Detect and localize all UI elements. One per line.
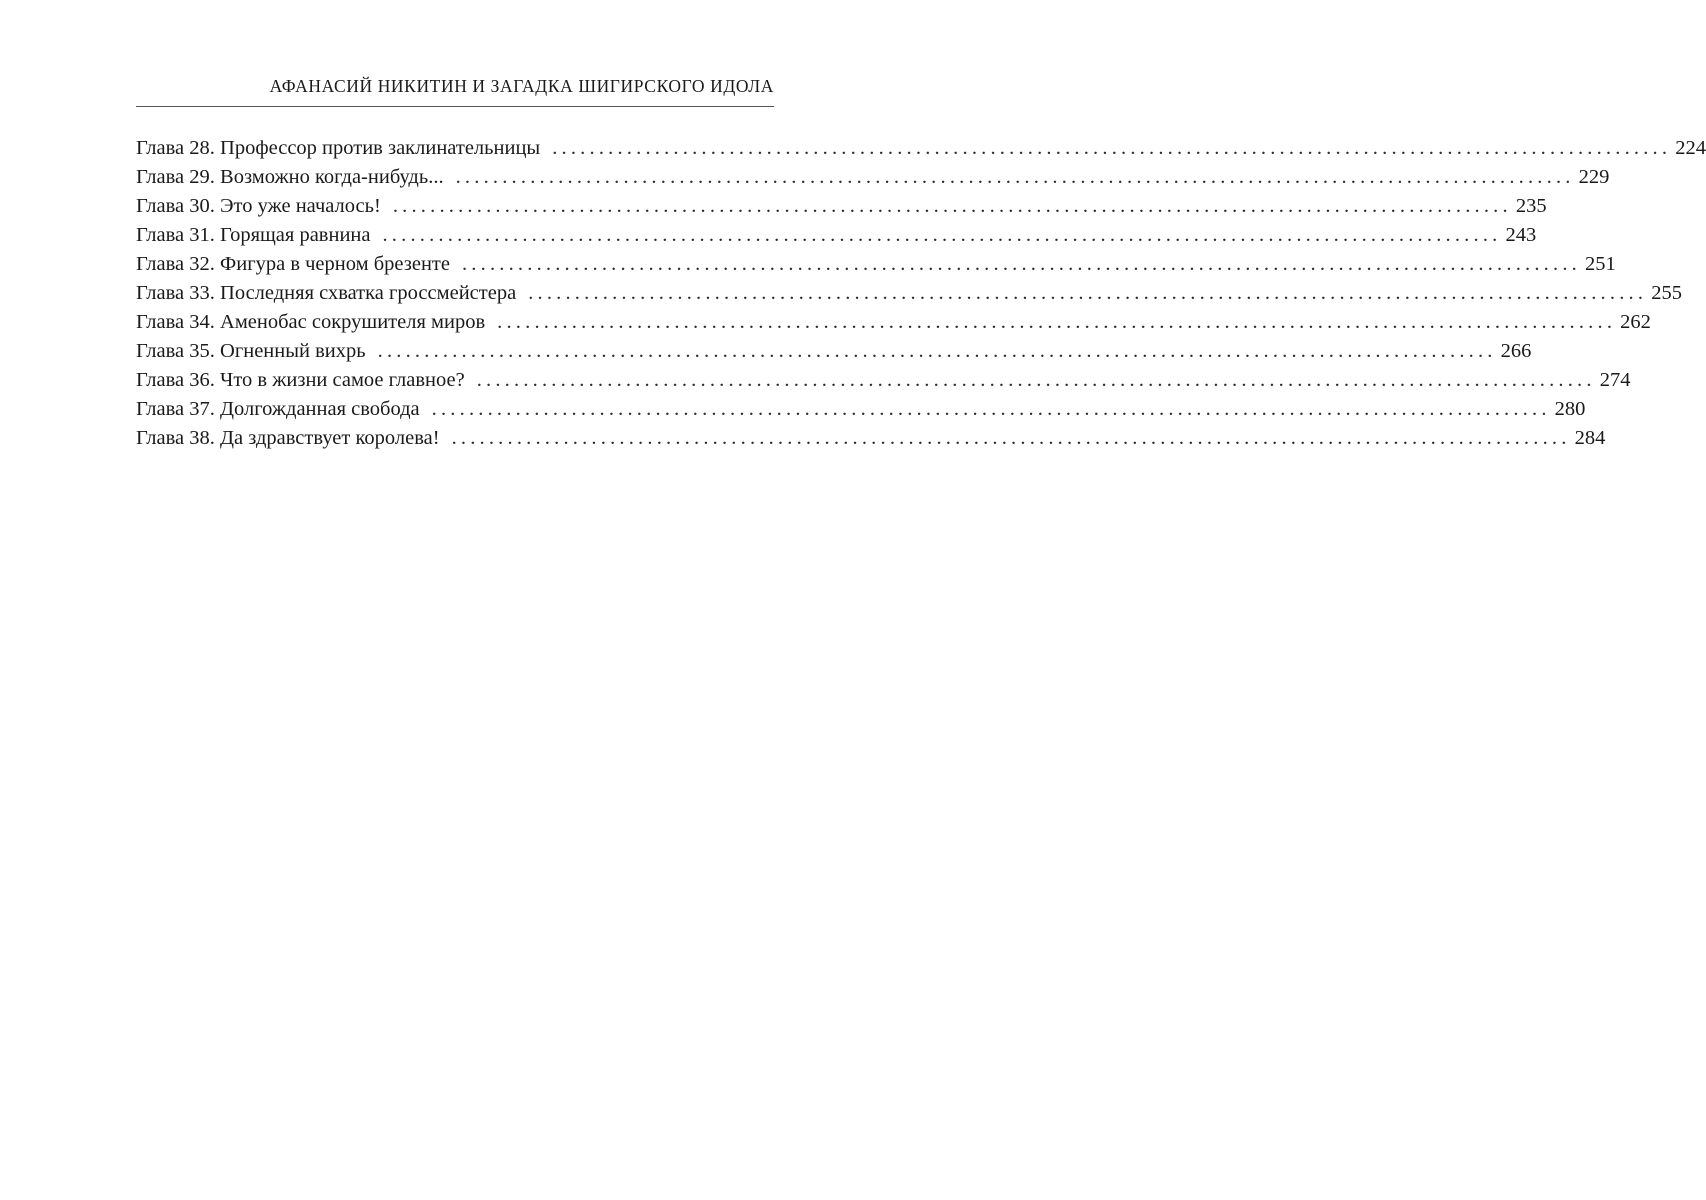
toc-entry-page: 274 (1599, 369, 1631, 391)
toc-entry-title: Глава 29. Возможно когда-нибудь... (136, 166, 444, 188)
toc-dot-leader: ........................................................................................................................ (455, 166, 1575, 188)
header-divider (136, 106, 774, 107)
toc-entry-title: Глава 37. Долгожданная свобода (136, 398, 420, 420)
toc-dot-leader: ........................................................................................................................ (528, 282, 1648, 304)
toc-entry (136, 424, 1606, 453)
toc-entry (136, 308, 1651, 337)
toc-entry-title: Глава 33. Последняя схватка гроссмейстера (136, 282, 517, 304)
toc-dot-leader: ........................................................................................................................ (497, 311, 1617, 333)
toc-entry (136, 221, 1537, 250)
toc-entry-title: Глава 35. Огненный вихрь (136, 340, 366, 362)
toc-entry-title: Глава 38. Да здравствует королева! (136, 427, 440, 449)
toc-dot-leader: ........................................................................................................................ (392, 195, 1512, 217)
toc-dot-leader: ........................................................................................................................ (451, 427, 1571, 449)
toc-entry (136, 192, 1547, 221)
toc-entry-page: 255 (1651, 282, 1682, 304)
toc-dot-leader: ........................................................................................................................ (476, 369, 1596, 391)
toc-entry-page: 243 (1505, 224, 1537, 246)
toc-entry-page: 235 (1515, 195, 1547, 217)
toc-entry-title: Глава 30. Это уже началось! (136, 195, 381, 217)
toc-entry (136, 134, 1706, 163)
toc-entry-page: 280 (1554, 398, 1586, 420)
toc-entry-page: 224 (1675, 137, 1706, 159)
toc-dot-leader: ........................................................................................................................ (377, 340, 1497, 362)
toc-dot-leader: ........................................................................................................................ (382, 224, 1502, 246)
toc-entry (136, 337, 1532, 366)
toc-entry (136, 366, 1631, 395)
toc-entry-page: 266 (1500, 340, 1532, 362)
toc-entry (136, 250, 1616, 279)
table-of-contents (136, 134, 1706, 453)
toc-entry-title: Глава 34. Аменобас сокрушителя миров (136, 311, 486, 333)
toc-entry-page: 229 (1578, 166, 1610, 188)
toc-entry-title: Глава 36. Что в жизни самое главное? (136, 369, 465, 391)
toc-dot-leader: ........................................................................................................................ (431, 398, 1551, 420)
toc-entry (136, 279, 1682, 308)
toc-entry-title: Глава 28. Профессор против заклинательницы (136, 137, 541, 159)
toc-dot-leader: ........................................................................................................................ (552, 137, 1672, 159)
running-header-title: АФАНАСИЙ НИКИТИН И ЗАГАДКА ШИГИРСКОГО ИДОЛА (269, 76, 774, 96)
toc-entry (136, 395, 1586, 424)
toc-entry (136, 163, 1610, 192)
toc-entry-title: Глава 32. Фигура в черном брезенте (136, 253, 450, 275)
toc-entry-page: 284 (1574, 427, 1606, 449)
toc-entry-title: Глава 31. Горящая равнина (136, 224, 371, 246)
toc-entry-page: 251 (1584, 253, 1616, 275)
toc-entry-page: 262 (1620, 311, 1651, 333)
toc-dot-leader: ........................................................................................................................ (461, 253, 1581, 275)
